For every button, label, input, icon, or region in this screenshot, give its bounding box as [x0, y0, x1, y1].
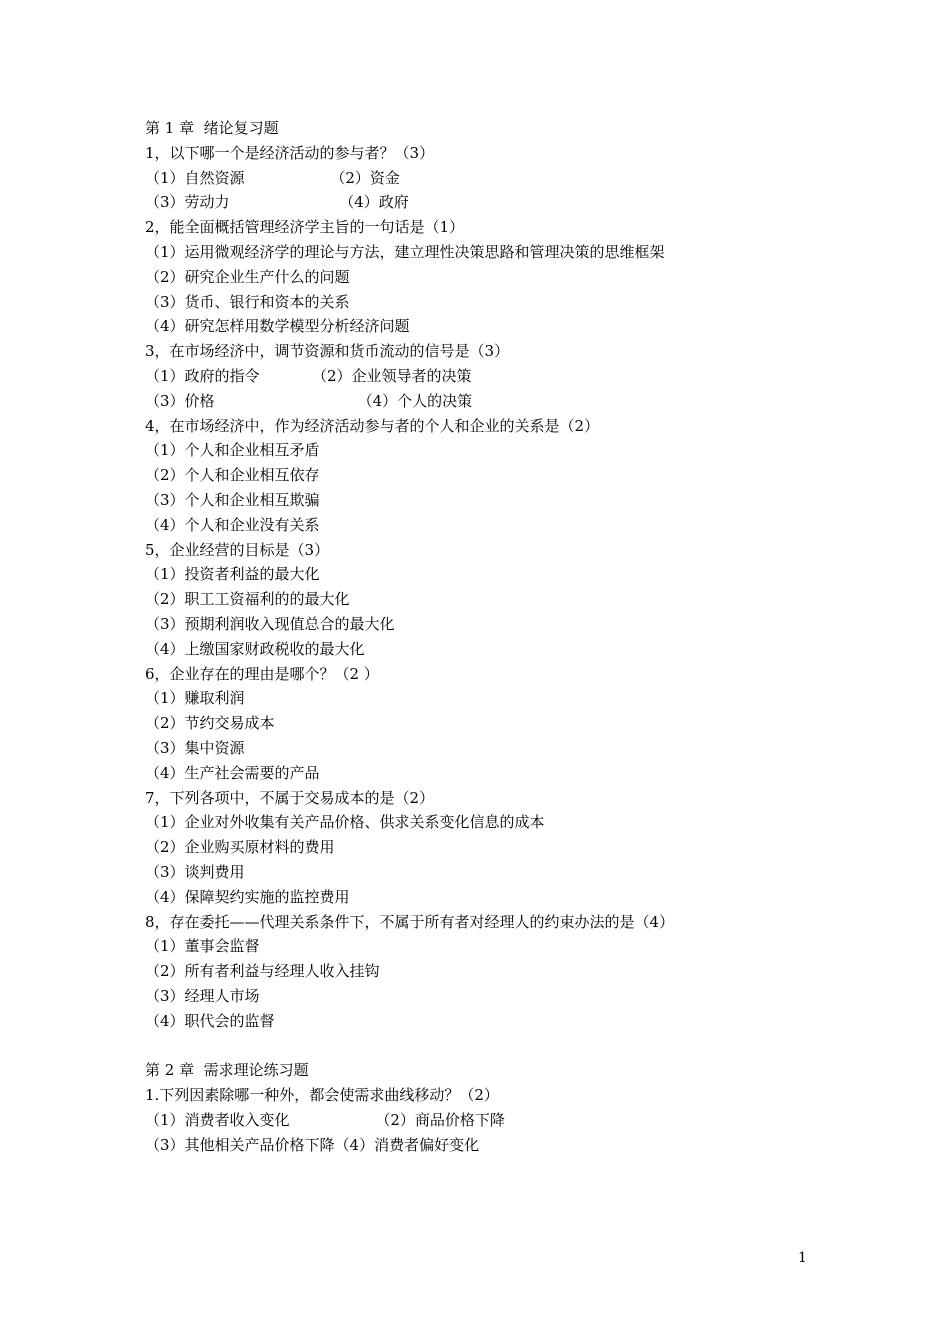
text-line: （4）保障契约实施的监控费用	[145, 887, 350, 906]
text-line: （3）集中资源	[145, 738, 245, 757]
text-line: 7，下列各项中，不属于交易成本的是（2）	[145, 788, 435, 807]
text-line: 1，以下哪一个是经济活动的参与者？（3）	[145, 143, 435, 162]
text-line: （1）企业对外收集有关产品价格、供求关系变化信息的成本	[145, 813, 545, 832]
text-line: （3）谈判费用	[145, 862, 245, 881]
text-line: （2）所有者利益与经理人收入挂钩	[145, 962, 380, 981]
text-line: （3）劳动力 （4）政府	[145, 193, 409, 212]
text-line: （1）赚取利润	[145, 689, 245, 708]
text-line: （1）自然资源 （2）资金	[145, 168, 400, 187]
chapter-2-questions	[145, 1083, 845, 1157]
text-line: （1）消费者收入变化 （2）商品价格下降	[145, 1110, 505, 1129]
chapter-1-questions	[145, 141, 845, 1034]
text-line: （3）预期利润收入现值总合的最大化	[145, 614, 395, 633]
text-line: （1）政府的指令 （2）企业领导者的决策	[145, 366, 472, 385]
text-line: （4）个人和企业没有关系	[145, 515, 320, 534]
chapter-1-title: 第 1 章 绪论复习题	[145, 119, 279, 137]
document-body	[145, 116, 845, 1157]
section-gap	[145, 1033, 845, 1058]
text-line: （3）经理人市场	[145, 986, 260, 1005]
chapter-2-title: 第 2 章 需求理论练习题	[145, 1061, 309, 1080]
text-line: （2）个人和企业相互依存	[145, 466, 320, 485]
text-line: （3）货币、银行和资本的关系	[145, 292, 350, 311]
text-line: （1）运用微观经济学的理论与方法，建立理性决策思路和管理决策的思维框架	[145, 242, 665, 261]
text-line: （4）上缴国家财政税收的最大化	[145, 639, 365, 658]
text-line: 8，存在委托——代理关系条件下，不属于所有者对经理人的约束办法的是（4）	[145, 912, 675, 931]
text-line: （4）生产社会需要的产品	[145, 763, 320, 782]
text-line: （1）投资者利益的最大化	[145, 565, 320, 584]
text-line: （3）价格 （4）个人的决策	[145, 391, 473, 410]
text-line: （2）职工工资福利的的最大化	[145, 590, 350, 609]
text-line: （2）企业购买原材料的费用	[145, 838, 335, 857]
text-line: （1）董事会监督	[145, 937, 260, 956]
text-line: 3，在市场经济中，调节资源和货币流动的信号是（3）	[145, 342, 510, 361]
text-line: （2）研究企业生产什么的问题	[145, 267, 350, 286]
text-line: （4）研究怎样用数学模型分析经济问题	[145, 317, 410, 336]
text-line: 1.下列因素除哪一种外，都会使需求曲线移动？（2）	[145, 1086, 499, 1105]
text-line: 2，能全面概括管理经济学主旨的一句话是（1）	[145, 218, 465, 237]
text-line: （2）节约交易成本	[145, 714, 275, 733]
text-line: （1）个人和企业相互矛盾	[145, 441, 320, 460]
text-line: 5，企业经营的目标是（3）	[145, 540, 330, 559]
text-line: 4，在市场经济中，作为经济活动参与者的个人和企业的关系是（2）	[145, 416, 600, 435]
page-number: 1	[798, 1250, 807, 1266]
text-line: （3）其他相关产品价格下降（4）消费者偏好变化	[145, 1135, 480, 1154]
text-line: （3）个人和企业相互欺骗	[145, 490, 320, 509]
text-line: （4）职代会的监督	[145, 1011, 275, 1030]
text-line: 6，企业存在的理由是哪个？（2 ）	[145, 664, 379, 683]
